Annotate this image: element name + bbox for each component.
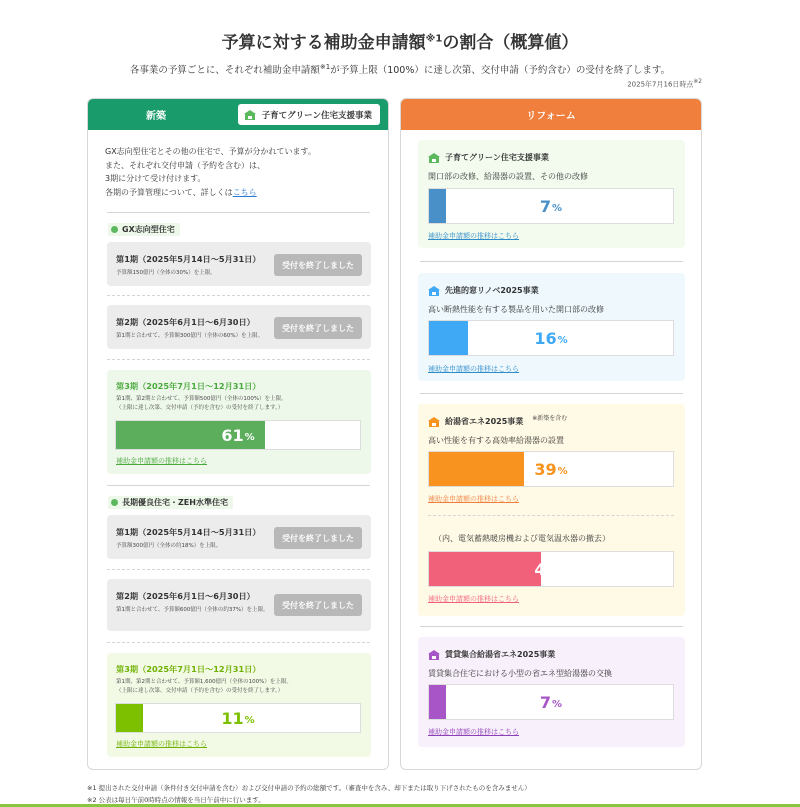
- mado-history-link[interactable]: 補助金申請額の推移はこちら: [428, 365, 519, 373]
- kyuto-progress-bar: [428, 451, 674, 487]
- reform-card-mado: 先進的窓リノベ2025事業 高い断熱性能を有する製品を用いた開口部の改修 16 % 補助金申請額の推移はこちら: [418, 273, 685, 381]
- gx-period-2: 第2期（2025年6月1日〜6月30日） 第1期と合わせて、予算額300億円（全体の60%）を上限。 受付を終了しました: [107, 305, 371, 349]
- long-group-label: 長期優良住宅・ZEH水準住宅: [108, 496, 233, 509]
- closed-status: 受付を終了しました: [274, 527, 362, 549]
- dashed-divider: [107, 569, 370, 570]
- reform-card-chintai: 賃貸集合給湯省エネ2025事業 賃貸集合住宅における小型の省エネ型給湯器の交換 7 % 補助金申請額の推移はこちら: [418, 637, 685, 747]
- divider: [420, 626, 683, 627]
- kosodate-progress-value: 7 %: [539, 196, 563, 216]
- long-progress-value: 11 %: [221, 708, 255, 728]
- gx-history-link[interactable]: 補助金申請額の推移はこちら: [116, 457, 207, 465]
- house-icon: [428, 153, 440, 163]
- dashed-divider: [107, 642, 370, 643]
- dashed-divider: [428, 515, 674, 516]
- footnote-2: ※2 公表は毎日午前0時時点の情報を当日午前中に行います。: [87, 796, 265, 804]
- reform-card-kyuto: 給湯省エネ2025事業 ※新築を含む 高い性能を有する高効率給湯器の設置 39 % 補助金申請額の推移はこちら （内、電気蓄熱暖房機および電気温水器の撤去） 46 % 補助金申請額の推移はこちら: [418, 404, 685, 616]
- kosodate-history-link[interactable]: 補助金申請額の推移はこちら: [428, 232, 519, 240]
- as-of-date: 2025年7月16日時点$^{※2}$: [627, 79, 702, 89]
- long-progress-bar: [115, 703, 361, 733]
- closed-status: 受付を終了しました: [274, 594, 362, 616]
- closed-status: 受付を終了しました: [274, 254, 362, 276]
- chikunetsu-progress-bar: [428, 551, 674, 587]
- house-icon: [428, 417, 440, 427]
- reform-panel: [400, 98, 702, 770]
- budget-detail-link[interactable]: こちら: [232, 187, 257, 197]
- dot-icon: [111, 499, 118, 506]
- footnote-1: ※1 提出された交付申請（条件付き交付申請を含む）および交付申請の予約の総額です。（審査中を含み、却下または取り下げされたものを含みません）: [87, 784, 531, 792]
- program-chip: 子育てグリーン住宅支援事業: [238, 104, 380, 125]
- chintai-progress-value: 7 %: [539, 692, 563, 712]
- chintai-progress-bar: [428, 684, 674, 720]
- reform-card-kosodate: 子育てグリーン住宅支援事業 開口部の改修、給湯器の設置、その他の改修 7 % 補助金申請額の推移はこちら: [418, 140, 685, 248]
- gx-progress-bar: [115, 420, 361, 450]
- mado-progress-bar: [428, 320, 674, 356]
- chikunetsu-progress-value: 46 %: [534, 559, 568, 579]
- house-icon: [428, 286, 440, 296]
- divider: [420, 261, 683, 262]
- gx-progress-value: 61 %: [221, 425, 255, 445]
- dashed-divider: [107, 359, 370, 360]
- mado-progress-value: 16 %: [534, 328, 568, 348]
- divider: [107, 212, 370, 213]
- page-subtitle: 各事業の予算ごとに、それぞれ補助金申請額$^{※1}$が予算上限（100%）に達し次第、交付申請（予約含む）の受付を終了します。: [129, 62, 671, 76]
- divider: [420, 393, 683, 394]
- kyuto-history-link[interactable]: 補助金申請額の推移はこちら: [428, 495, 519, 503]
- dot-icon: [111, 226, 118, 233]
- house-icon: [244, 110, 256, 120]
- long-period-3: 第3期（2025年7月1日〜12月31日） 第1期、第2期と合わせて、予算額1,600億円（全体の100%）を上限。 （上限に達し次第、交付申請（予約を含む）の受付を終了します。） 11 % 補助金申請額の推移はこちら: [107, 653, 371, 757]
- reform-header: [401, 99, 701, 130]
- new-build-header: [88, 99, 388, 130]
- kyuto-progress-value: 39 %: [534, 459, 568, 479]
- divider: [107, 485, 370, 486]
- gx-group-label: GX志向型住宅: [108, 223, 180, 236]
- dashed-divider: [107, 295, 370, 296]
- chintai-history-link[interactable]: 補助金申請額の推移はこちら: [428, 728, 519, 736]
- reform-tab-label: リフォーム: [526, 111, 576, 122]
- gx-period-3: 第3期（2025年7月1日〜12月31日） 第1期、第2期と合わせて、予算額500億円（全体の100%）を上限。 （上限に達し次第、交付申請（予約を含む）の受付を終了します。） 61 % 補助金申請額の推移はこちら: [107, 370, 371, 474]
- long-history-link[interactable]: 補助金申請額の推移はこちら: [116, 740, 207, 748]
- gx-period-1: 第1期（2025年5月14日〜5月31日） 予算額150億円（全体の30%）を上限。 受付を終了しました: [107, 242, 371, 286]
- new-build-tab-label: 新築: [146, 111, 166, 122]
- chikunetsu-history-link[interactable]: 補助金申請額の推移はこちら: [428, 595, 519, 603]
- page-title: 予算に対する補助金申請額$^{※1}$の割合（概算値）: [221, 33, 579, 53]
- kosodate-progress-bar: [428, 188, 674, 224]
- long-period-1: 第1期（2025年5月14日〜5月31日） 予算額300億円（全体の約18%）を上限。 受付を終了しました: [107, 515, 371, 559]
- long-period-2: 第2期（2025年6月1日〜6月30日） 第1期と合わせて、予算額600億円（全体の約37%）を上限。 受付を終了しました: [107, 579, 371, 631]
- new-build-panel: [87, 98, 389, 770]
- closed-status: 受付を終了しました: [274, 317, 362, 339]
- new-build-intro: GX志向型住宅とその他の住宅で、予算が分かれています。 また、それぞれ交付申請（予約を含む）は、 3期に分けて受け付けます。 各期の予算管理について、詳しくはこちら: [105, 147, 316, 197]
- house-icon: [428, 650, 440, 660]
